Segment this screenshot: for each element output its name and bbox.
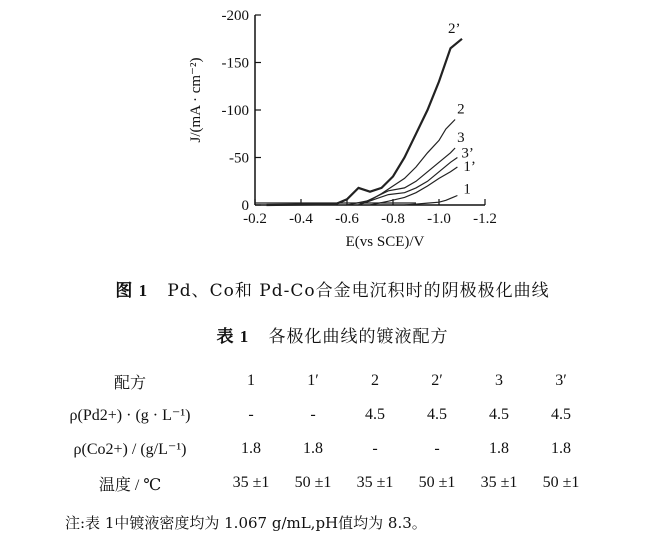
recipe-table <box>40 364 592 500</box>
table-cell: 1.8 <box>303 440 323 457</box>
table-header-cell: 配方 <box>113 374 146 392</box>
table-header-cell: 1 <box>247 372 255 389</box>
table-header-cell: 3 <box>495 372 503 389</box>
y-tick-label: -200 <box>221 8 249 24</box>
series-label: 3’ <box>461 145 474 162</box>
polarization-chart <box>0 0 665 270</box>
x-tick-label: -0.6 <box>335 211 359 227</box>
y-tick-label: -150 <box>221 55 249 72</box>
table-note: 注:表 1中镀液密度均为 1.067 g/mL,pH值均为 8.3。 <box>65 514 427 532</box>
figure-caption-prefix: 图 1 <box>115 281 149 300</box>
series-label: 1 <box>463 181 471 198</box>
table-row <box>40 432 592 466</box>
table-cell: - <box>310 406 316 423</box>
series-line <box>267 39 463 205</box>
table-cell: 35 ±1 <box>480 474 518 491</box>
table-header-cell: 2′ <box>431 372 443 389</box>
series-label: 2 <box>457 101 465 118</box>
table-cell: 50 ±1 <box>542 474 580 491</box>
chart-curves <box>255 39 462 205</box>
x-tick-label: -0.2 <box>243 211 267 227</box>
series-label: 3 <box>457 130 465 146</box>
x-tick-label: -1.0 <box>427 211 451 227</box>
chart-axes <box>255 15 485 205</box>
x-axis-label: E(vs SCE)/V <box>345 234 425 250</box>
table-cell: 50 ±1 <box>418 474 456 491</box>
table-header-row <box>40 364 592 398</box>
table-caption-prefix: 表 1 <box>216 327 250 346</box>
table-cell: 35 ±1 <box>232 474 270 491</box>
series-label: 1’ <box>463 159 476 175</box>
y-tick-label: 0 <box>241 198 249 214</box>
table-cell: - <box>248 406 254 423</box>
y-tick-label: -100 <box>221 103 249 119</box>
chart-ticks <box>222 8 497 227</box>
row-label: ρ(Co2+) / (g/L⁻¹) <box>73 441 187 458</box>
table-cell: 4.5 <box>365 406 385 423</box>
table-cell: - <box>434 440 440 457</box>
table-cell: 50 ±1 <box>294 474 332 491</box>
table-cell: 4.5 <box>489 406 509 423</box>
table-cell: 4.5 <box>551 406 571 423</box>
table-cell: 1.8 <box>241 440 261 457</box>
table-header-cell: 1′ <box>307 372 319 389</box>
table-header-cell: 2 <box>371 372 379 389</box>
x-tick-label: -1.2 <box>473 211 497 227</box>
table-header-cell: 3′ <box>555 372 567 389</box>
y-axis-label: J/(mA · cm⁻²) <box>188 57 204 143</box>
table-row <box>40 466 592 500</box>
series-label: 2’ <box>448 20 461 37</box>
table-row <box>40 398 592 432</box>
table-cell: 35 ±1 <box>356 474 394 491</box>
y-tick-label: -50 <box>229 150 249 167</box>
row-label: ρ(Pd2+) · (g · L⁻¹) <box>69 407 191 424</box>
table-cell: - <box>372 440 378 457</box>
table-cell: 4.5 <box>427 406 447 423</box>
x-tick-label: -0.4 <box>289 211 313 227</box>
table-cell: 1.8 <box>551 440 571 457</box>
row-label: 温度 / ℃ <box>98 476 162 494</box>
figure-caption <box>0 276 665 301</box>
figure-caption-text: Pd、Co和 Pd-Co合金电沉积时的阴极极化曲线 <box>167 281 550 301</box>
table-caption-text: 各极化曲线的镀液配方 <box>268 327 449 347</box>
table-caption <box>0 322 665 347</box>
x-tick-label: -0.8 <box>381 211 405 227</box>
table-cell: 1.8 <box>489 440 509 457</box>
